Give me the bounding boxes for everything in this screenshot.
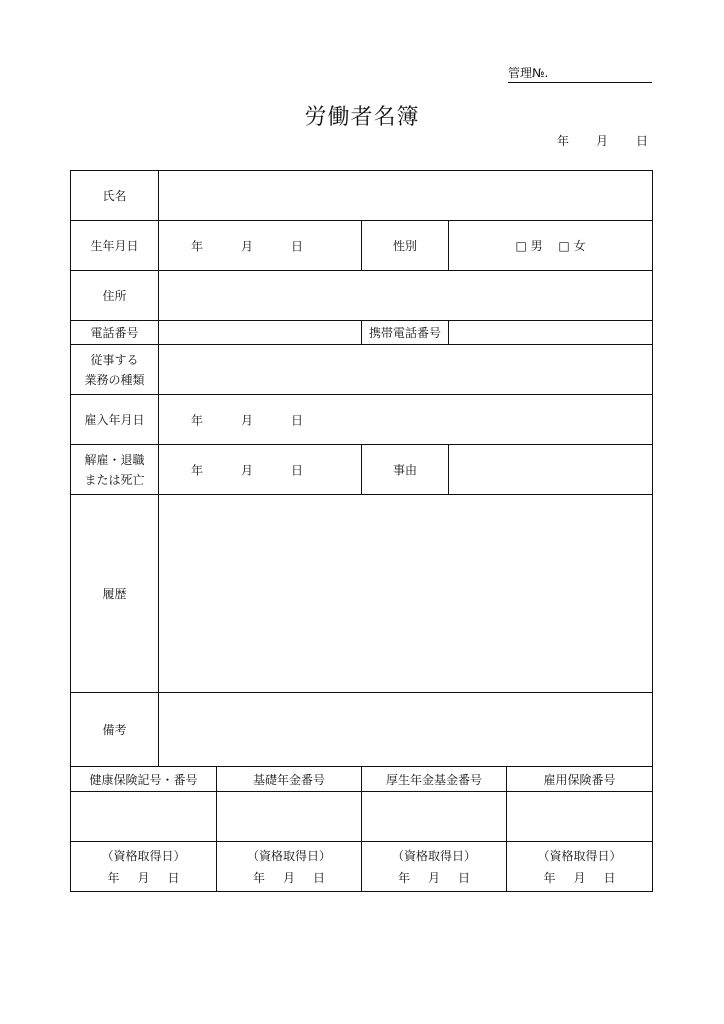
qual-year-label: 年 xyxy=(252,870,265,885)
employment-insurance-field[interactable] xyxy=(507,792,653,842)
job-type-label xyxy=(71,345,159,395)
hire-month-label: 月 xyxy=(241,413,254,427)
leave-date-label xyxy=(71,445,159,495)
qual-day-label: 日 xyxy=(603,870,616,885)
leave-date-label-line2: または死亡 xyxy=(84,472,145,487)
name-field[interactable] xyxy=(159,171,653,221)
health-insurance-qualification-date[interactable] xyxy=(71,842,217,892)
page-title: 労働者名簿 xyxy=(304,105,420,130)
health-insurance-field[interactable] xyxy=(71,792,217,842)
qual-year-label: 年 xyxy=(107,870,120,885)
management-number-field[interactable] xyxy=(508,64,652,83)
address-label: 住所 xyxy=(71,271,159,321)
qual-day-label: 日 xyxy=(167,870,180,885)
pension-fund-field[interactable] xyxy=(362,792,507,842)
worker-register-form xyxy=(70,170,653,767)
qualification-label: （資格取得日） xyxy=(246,848,331,863)
leave-date-label-line1: 解雇・退職 xyxy=(84,452,145,467)
reason-field[interactable] xyxy=(449,445,653,495)
birth-year-label: 年 xyxy=(191,239,204,253)
management-number-label: 管理№. xyxy=(508,66,549,80)
history-label: 履歴 xyxy=(71,495,159,693)
qualification-label: （資格取得日） xyxy=(537,848,622,863)
qual-month-label: 月 xyxy=(282,870,295,885)
pension-fund-header: 厚生年金基金番号 xyxy=(362,767,507,792)
birth-date-label: 生年月日 xyxy=(71,221,159,271)
birth-date-field[interactable] xyxy=(159,221,362,271)
date-day-label: 日 xyxy=(636,134,649,148)
qual-month-label: 月 xyxy=(573,870,586,885)
date-year-label: 年 xyxy=(557,134,570,148)
remarks-label: 備考 xyxy=(71,693,159,767)
job-type-label-line2: 業務の種類 xyxy=(84,372,145,387)
health-insurance-header: 健康保険記号・番号 xyxy=(71,767,217,792)
hire-date-label: 雇入年月日 xyxy=(71,395,159,445)
hire-date-field[interactable] xyxy=(159,395,653,445)
qual-year-label: 年 xyxy=(397,870,410,885)
birth-day-label: 日 xyxy=(291,239,304,253)
job-type-field[interactable] xyxy=(159,345,653,395)
date-month-label: 月 xyxy=(596,134,609,148)
basic-pension-field[interactable] xyxy=(217,792,362,842)
employment-insurance-header: 雇用保険番号 xyxy=(507,767,653,792)
basic-pension-header: 基礎年金番号 xyxy=(217,767,362,792)
phone-field[interactable] xyxy=(159,321,362,345)
gender-options xyxy=(449,221,653,271)
leave-date-field[interactable] xyxy=(159,445,362,495)
hire-year-label: 年 xyxy=(191,413,204,427)
leave-year-label: 年 xyxy=(191,463,204,477)
name-label: 氏名 xyxy=(71,171,159,221)
leave-month-label: 月 xyxy=(241,463,254,477)
employment-insurance-qualification-date[interactable] xyxy=(507,842,653,892)
mobile-phone-field[interactable] xyxy=(449,321,653,345)
insurance-table xyxy=(70,766,653,892)
mobile-phone-label: 携帯電話番号 xyxy=(362,321,449,345)
address-field[interactable] xyxy=(159,271,653,321)
leave-day-label: 日 xyxy=(291,463,304,477)
job-type-label-line1: 従事する xyxy=(90,352,139,367)
qual-month-label: 月 xyxy=(137,870,150,885)
qual-month-label: 月 xyxy=(427,870,440,885)
reason-label: 事由 xyxy=(362,445,449,495)
qual-year-label: 年 xyxy=(543,870,556,885)
birth-month-label: 月 xyxy=(241,239,254,253)
gender-male-checkbox[interactable]: □ 男 xyxy=(515,239,543,253)
gender-female-checkbox[interactable]: □ 女 xyxy=(558,239,586,253)
qual-day-label: 日 xyxy=(458,870,471,885)
qualification-label: （資格取得日） xyxy=(101,848,186,863)
history-field[interactable] xyxy=(159,495,653,693)
hire-day-label: 日 xyxy=(291,413,304,427)
qualification-label: （資格取得日） xyxy=(391,848,476,863)
pension-fund-qualification-date[interactable] xyxy=(362,842,507,892)
basic-pension-qualification-date[interactable] xyxy=(217,842,362,892)
phone-label: 電話番号 xyxy=(71,321,159,345)
remarks-field[interactable] xyxy=(159,693,653,767)
qual-day-label: 日 xyxy=(313,870,326,885)
gender-label: 性別 xyxy=(362,221,449,271)
